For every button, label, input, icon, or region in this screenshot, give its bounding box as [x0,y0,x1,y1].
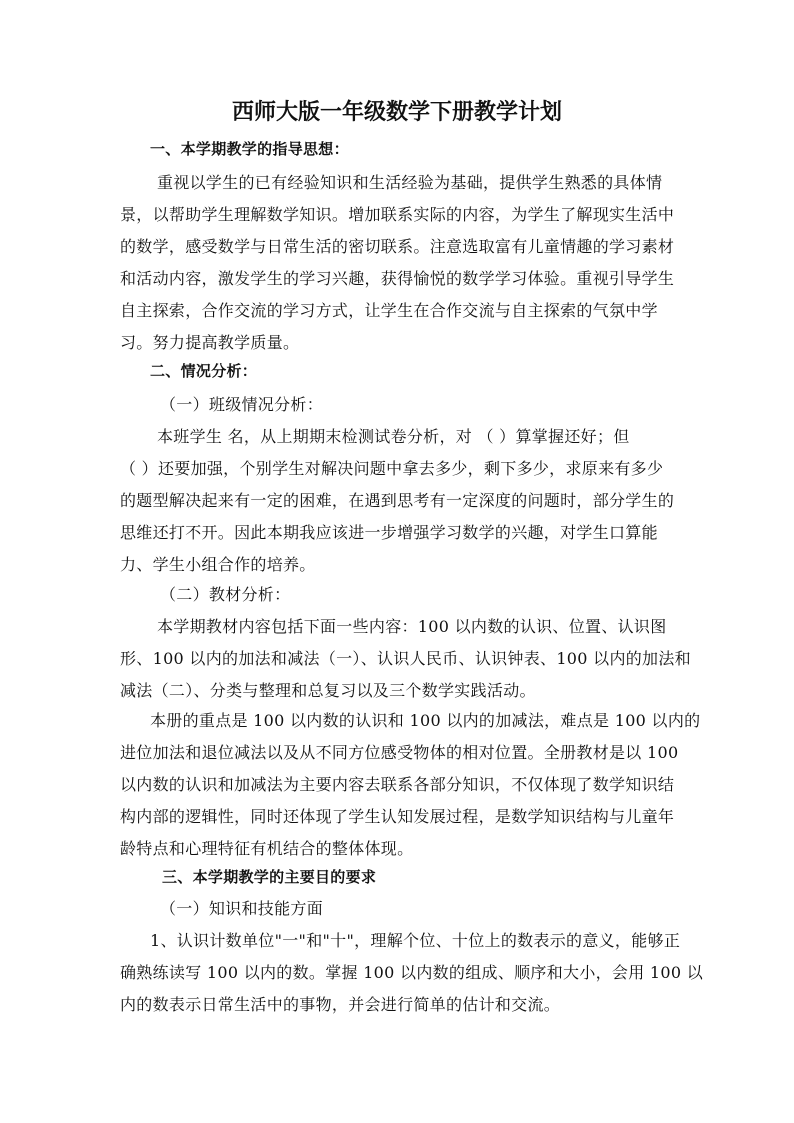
paragraph-line: 力、学生小组合作的培养。 [120,555,316,574]
paragraph-line: 和活动内容，激发学生的学习兴趣，获得愉悦的数学学习体验。重视引导学生 [120,269,675,288]
subsection-heading: （一）知识和技能方面 [160,899,324,918]
subsection-heading: （一）班级情况分析： [160,395,324,414]
paragraph-line: 进位加法和退位减法以及从不同方位感受物体的相对位置。全册教材是以 100 [120,743,679,762]
paragraph-line: 的题型解决起来有一定的困难，在遇到思考有一定深度的问题时，部分学生的 [120,491,675,510]
subsection-heading: （二）教材分析： [160,585,291,604]
paragraph-line: 思维还打不开。因此本期我应该进一步增强学习数学的兴趣，对学生口算能 [120,523,658,542]
paragraph-line: 减法（二）、分类与整理和总复习以及三个数学实践活动。 [120,681,536,700]
paragraph-line: 本学期教材内容包括下面一些内容：100 以内数的认识、位置、认识图 [157,617,667,636]
paragraph-line: 龄特点和心理特征有机结合的整体体现。 [120,839,414,858]
paragraph-line: 自主探索，合作交流的学习方式，让学生在合作交流与自主探索的气氛中学 [120,301,658,320]
section-heading-3: 三、本学期教学的主要目的要求 [162,868,377,886]
paragraph-line: 习。努力提高教学质量。 [120,333,300,352]
paragraph-line: （ ）还要加强，个别学生对解决问题中拿去多少，剩下多少，求原来有多少 [120,459,664,478]
paragraph-line: 本册的重点是 100 以内数的认识和 100 以内的加减法，难点是 100 以内的 [150,711,701,730]
paragraph-line: 以内数的认识和加减法为主要内容去联系各部分知识，不仅体现了数学知识结 [120,775,675,794]
section-heading-1: 一、本学期教学的指导思想： [150,140,349,158]
paragraph-line: 本班学生 名，从上期期末检测试卷分析，对 （ ）算掌握还好；但 [157,427,630,446]
paragraph-line: 形、100 以内的加法和减法（一）、认识人民币、认识钟表、100 以内的加法和 [120,649,691,668]
paragraph-line: 重视以学生的已有经验知识和生活经验为基础，提供学生熟悉的具体情 [157,173,663,192]
paragraph-line: 内的数表示日常生活中的事物，并会进行简单的估计和交流。 [120,995,561,1014]
paragraph-line: 确熟练读写 100 以内的数。掌握 100 以内数的组成、顺序和大小，会用 100 以 [120,963,704,982]
section-heading-2: 二、情况分析： [150,362,258,380]
paragraph-line: 的数学，感受数学与日常生活的密切联系。注意选取富有儿童情趣的学习素材 [120,237,675,256]
page-title: 西师大版一年级数学下册教学计划 [231,100,562,125]
paragraph-line: 构内部的逻辑性，同时还体现了学生认知发展过程，是数学知识结构与儿童年 [120,807,675,826]
paragraph-line: 1、认识计数单位"一"和"十"，理解个位、十位上的数表示的意义，能够正 [150,931,681,950]
paragraph-line: 景，以帮助学生理解数学知识。增加联系实际的内容，为学生了解现实生活中 [120,205,675,224]
